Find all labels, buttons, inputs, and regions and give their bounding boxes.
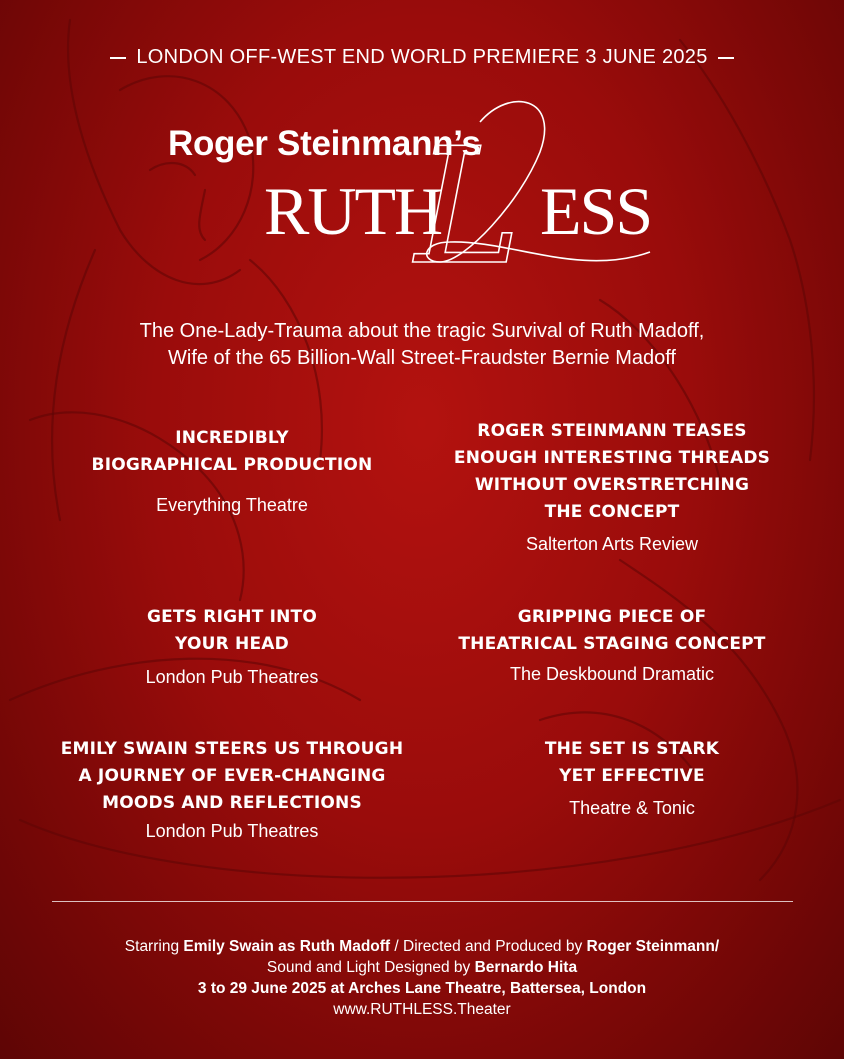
show-subtitle: [0, 318, 844, 372]
starring-value: Emily Swain as Ruth Madoff: [183, 938, 391, 955]
title-script-l: L: [415, 113, 522, 292]
quote-line: BIOGRAPHICAL PRODUCTION: [91, 455, 373, 475]
review-source: Salterton Arts Review: [525, 534, 699, 554]
left-dash: [110, 57, 126, 59]
review-everything-theatre: [52, 425, 412, 517]
credits-block: [0, 936, 844, 1020]
quote-line: THE CONCEPT: [544, 502, 680, 522]
premiere-text: LONDON OFF-WEST END WORLD PREMIERE 3 JUNE 2025: [136, 46, 708, 68]
sound-label: Sound and Light Designed by: [266, 959, 475, 976]
premiere-banner: [0, 46, 844, 69]
review-quote: [432, 418, 792, 526]
sound-value: Bernardo Hita: [474, 959, 578, 976]
playwright-byline: Roger Steinmann’s: [168, 124, 481, 163]
review-quote: [32, 736, 432, 817]
quote-line: EMILY SWAIN STEERS US THROUGH: [60, 739, 404, 759]
quote-line: MOODS AND REFLECTIONS: [102, 793, 362, 813]
title-ruth: RUTH: [264, 173, 442, 249]
review-source: The Deskbound Dramatic: [509, 664, 715, 684]
quote-line: WITHOUT OVERSTRETCHING: [474, 475, 750, 495]
review-quote: [452, 736, 812, 790]
directed-label: / Directed and Produced by: [390, 938, 587, 955]
show-title-svg: [250, 92, 690, 292]
quote-line: YOUR HEAD: [175, 634, 289, 654]
run-dates-venue: 3 to 29 June 2025 at Arches Lane Theatre, Battersea, London: [197, 980, 647, 997]
review-source: London Pub Theatres: [145, 667, 319, 687]
review-source: Theatre & Tonic: [569, 798, 695, 818]
review-deskbound-dramatic: [432, 604, 792, 686]
review-source: Everything Theatre: [156, 495, 308, 515]
right-dash: [718, 57, 734, 59]
title-ess: ESS: [540, 173, 652, 249]
credits-line-1: [0, 936, 844, 957]
review-quote: [52, 604, 412, 658]
review-salterton-arts-review: [432, 418, 792, 556]
review-quote: [52, 425, 412, 479]
subtitle-line-1: The One-Lady-Trauma about the tragic Survival of Ruth Madoff,: [139, 320, 705, 342]
review-theatre-and-tonic: [452, 736, 812, 820]
show-title-logo: [250, 92, 690, 292]
credits-line-2: [0, 957, 844, 978]
subtitle-line-2: Wife of the 65 Billion-Wall Street-Fraudster Bernie Madoff: [168, 347, 676, 369]
quote-line: GRIPPING PIECE OF: [517, 607, 707, 627]
quote-line: ENOUGH INTERESTING THREADS: [453, 448, 771, 468]
quote-line: A JOURNEY OF EVER-CHANGING: [78, 766, 386, 786]
starring-label: Starring: [124, 938, 184, 955]
quote-line: GETS RIGHT INTO: [146, 607, 318, 627]
review-london-pub-theatres-1: [52, 604, 412, 689]
quote-line: YET EFFECTIVE: [559, 766, 705, 786]
quote-line: THE SET IS STARK: [544, 739, 720, 759]
directed-value: Roger Steinmann/: [586, 938, 720, 955]
review-london-pub-theatres-2: [32, 736, 432, 843]
review-source: London Pub Theatres: [145, 821, 319, 841]
quote-line: THEATRICAL STAGING CONCEPT: [458, 634, 766, 654]
quote-line: ROGER STEINMANN TEASES: [477, 421, 747, 441]
divider-rule: [52, 901, 793, 902]
quote-line: INCREDIBLY: [175, 428, 289, 448]
website-link[interactable]: www.RUTHLESS.Theater: [333, 1001, 511, 1018]
review-quote: [432, 604, 792, 658]
